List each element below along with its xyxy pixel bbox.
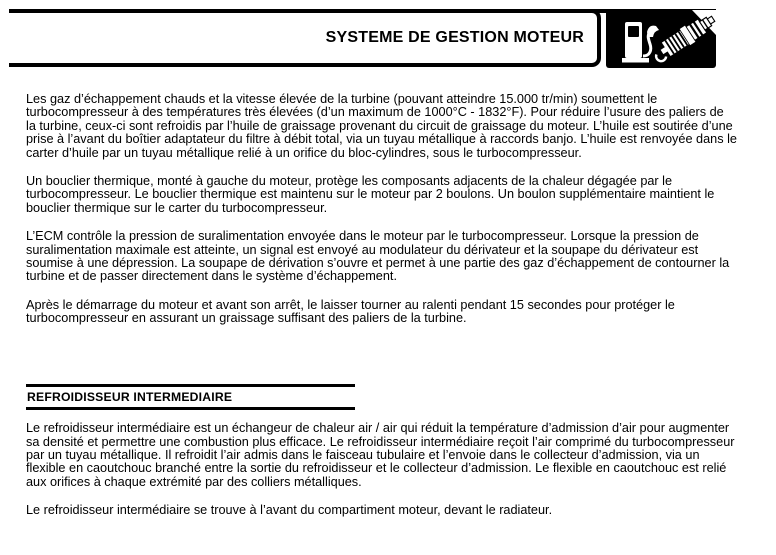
body-paragraph: Un bouclier thermique, monté à gauche du moteur, protège les composants adjacents de la chaleur dégagée par le turbocompresseur. Le bouclier thermique est maintenu sur le moteur par 2 boulons. Un boulon supplémentaire maintient le bouclier thermique sur le carter du turbocompresseur. [26, 174, 715, 215]
body-paragraph: Le refroidisseur intermédiaire est un échangeur de chaleur air / air qui réduit la température d’admission d’air pour augmenter sa densité et permettre une combustion plus efficace. Le refroidisseur intermédiaire reçoit l’air comprimé du turbocompresseur par un tuyau métallique. Il refroidit l’air admis dans le faisceau tubulaire et l’envoie dans le collecteur d’admission, via un flexible en caoutchouc branché entre la sortie du refroidisseur et le collecteur d’admission. Le flexible en caoutchouc est relié aux orifices à chaque extrémité par des colliers métalliques. [26, 421, 735, 489]
page-title: SYSTEME DE GESTION MOTEUR [325, 29, 584, 46]
body-paragraph: Le refroidisseur intermédiaire se trouve à l’avant du compartiment moteur, devant le radiateur. [26, 503, 553, 518]
fuel-pump-icon [622, 22, 659, 63]
body-paragraph: L’ECM contrôle la pression de suralimentation envoyée dans le moteur par le turbocompresseur. Lorsque la pression de suralimentation maximale est atteinte, un signal est envoyé au modulateur du dérivateur et la soupape du dérivateur est soumise à une dépression. La soupape de dérivation s’ouvre et permet à une partie des gaz d’échappement de contourner la turbine et de passer directement dans le système d’échappement. [26, 229, 730, 284]
body-paragraph: Les gaz d’échappement chauds et la vitesse élevée de la turbine (pouvant atteindre 15.000 tr/min) soumettent le turbocompresseur à des températures très élevées (d’un maximum de 1000°C - 1832°F). Pour réduire l’usure des paliers de la turbine, ceux-ci sont refroidis par l’huile de graissage provenant du circuit de graissage du moteur. L’huile est soutirée d’une prise à l’avant du boîtier adaptateur du filtre à débit total, via un tuyau métallique à raccords banjo. L’huile est renvoyée dans le carter d’huile par un tuyau métallique relié à un orifice du bloc-cylindres, sous le turbocompresseur. [26, 92, 737, 160]
section-heading-label: REFROIDISSEUR INTERMEDIAIRE [27, 389, 233, 404]
spark-plug-icon [650, 10, 716, 65]
header-icon-box [606, 10, 716, 68]
section-heading-refroidisseur-intermediaire [26, 384, 355, 410]
body-paragraph: Après le démarrage du moteur et avant son arrêt, le laisser tourner au ralenti pendant 15 secondes pour protéger le turbocompresseur en assurant un graissage suffisant des paliers de la turbine. [26, 297, 675, 326]
header-icons [606, 10, 716, 68]
header-title-box [9, 9, 601, 67]
document-body [26, 93, 737, 533]
